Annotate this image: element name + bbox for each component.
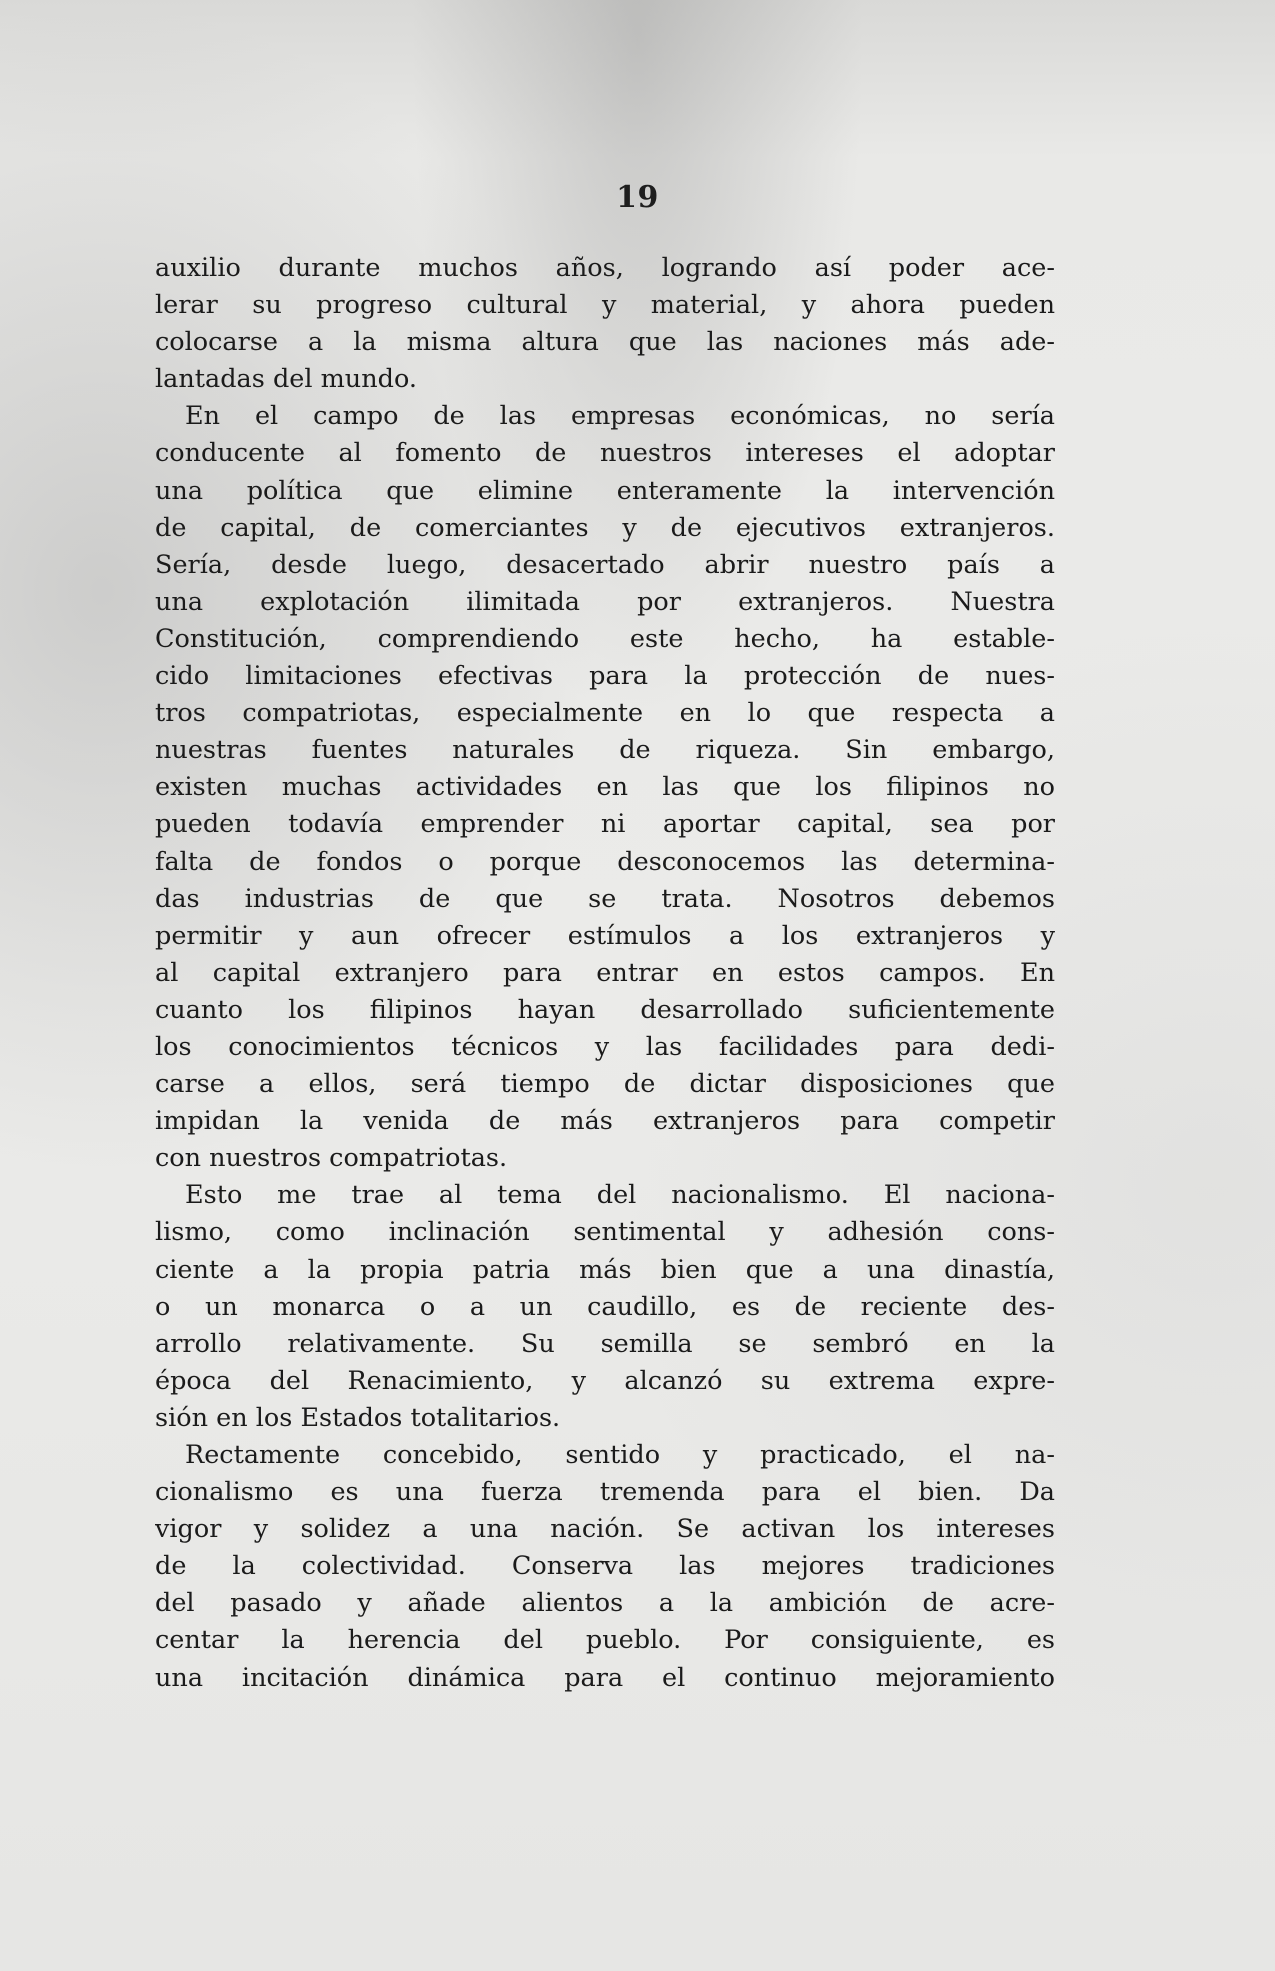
text-line: falta de fondos o porque desconocemos las determina- (155, 846, 1055, 877)
text-line: pueden todavía emprender ni aportar capital, sea por (155, 809, 1055, 840)
text-line: permitir y aun ofrecer estímulos a los extranjeros y (155, 920, 1055, 951)
text-line: conducente al fomento de nuestros intereses el adoptar (155, 438, 1055, 469)
text-line: Constitución, comprendiendo este hecho, ha estable- (155, 623, 1055, 654)
text-line: cido limitaciones efectivas para la protección de nues- (155, 661, 1055, 692)
body-text (155, 250, 1055, 1697)
text-line: das industrias de que se trata. Nosotros debemos (155, 883, 1055, 914)
text-line: al capital extranjero para entrar en estos campos. En (155, 957, 1055, 988)
text-line: lerar su progreso cultural y material, y ahora pueden (155, 290, 1055, 321)
text-line: lantadas del mundo. (155, 364, 417, 395)
text-line: ciente a la propia patria más bien que a una dinastía, (155, 1254, 1055, 1285)
text-line: arrollo relativamente. Su semilla se sembró en la (155, 1328, 1055, 1359)
page-number: 19 (616, 180, 659, 215)
text-line: vigor y solidez a una nación. Se activan los intereses (155, 1514, 1055, 1545)
text-line: cuanto los filipinos hayan desarrollado suficientemente (155, 994, 1055, 1025)
text-line: una incitación dinámica para el continuo mejoramiento (155, 1662, 1055, 1693)
text-line: carse a ellos, será tiempo de dictar disposiciones que (155, 1069, 1055, 1100)
text-line: existen muchas actividades en las que los filipinos no (155, 772, 1055, 803)
text-line: lismo, como inclinación sentimental y adhesión cons- (155, 1217, 1055, 1248)
text-line: de capital, de comerciantes y de ejecutivos extranjeros. (155, 512, 1055, 543)
text-line: o un monarca o a un caudillo, es de reciente des- (155, 1291, 1055, 1322)
text-line: cionalismo es una fuerza tremenda para el bien. Da (155, 1477, 1055, 1508)
text-line: auxilio durante muchos años, logrando así poder ace- (155, 253, 1055, 283)
text-line: nuestras fuentes naturales de riqueza. Sin embargo, (155, 735, 1055, 766)
text-line: colocarse a la misma altura que las naciones más ade- (155, 327, 1055, 358)
text-line: una explotación ilimitada por extranjeros. Nuestra (155, 586, 1055, 617)
text-line: impidan la venida de más extranjeros para competir (155, 1106, 1055, 1137)
text-line: de la colectividad. Conserva las mejores tradiciones (155, 1551, 1055, 1582)
text-line: época del Renacimiento, y alcanzó su extrema expre- (155, 1365, 1055, 1396)
text-line: Sería, desde luego, desacertado abrir nuestro país a (155, 549, 1055, 580)
text-line: los conocimientos técnicos y las facilidades para dedi- (155, 1031, 1055, 1062)
text-line: En el campo de las empresas económicas, no sería (185, 401, 1055, 432)
text-line: con nuestros compatriotas. (155, 1143, 508, 1174)
text-line: Rectamente concebido, sentido y practicado, el na- (185, 1440, 1055, 1470)
text-line: centar la herencia del pueblo. Por consiguiente, es (155, 1625, 1055, 1656)
text-line: del pasado y añade alientos a la ambición de acre- (155, 1588, 1055, 1619)
text-line: tros compatriotas, especialmente en lo que respecta a (155, 698, 1055, 729)
text-line: una política que elimine enteramente la intervención (155, 475, 1055, 506)
text-line: sión en los Estados totalitarios. (155, 1402, 561, 1433)
text-line: Esto me trae al tema del nacionalismo. El naciona- (185, 1180, 1055, 1211)
